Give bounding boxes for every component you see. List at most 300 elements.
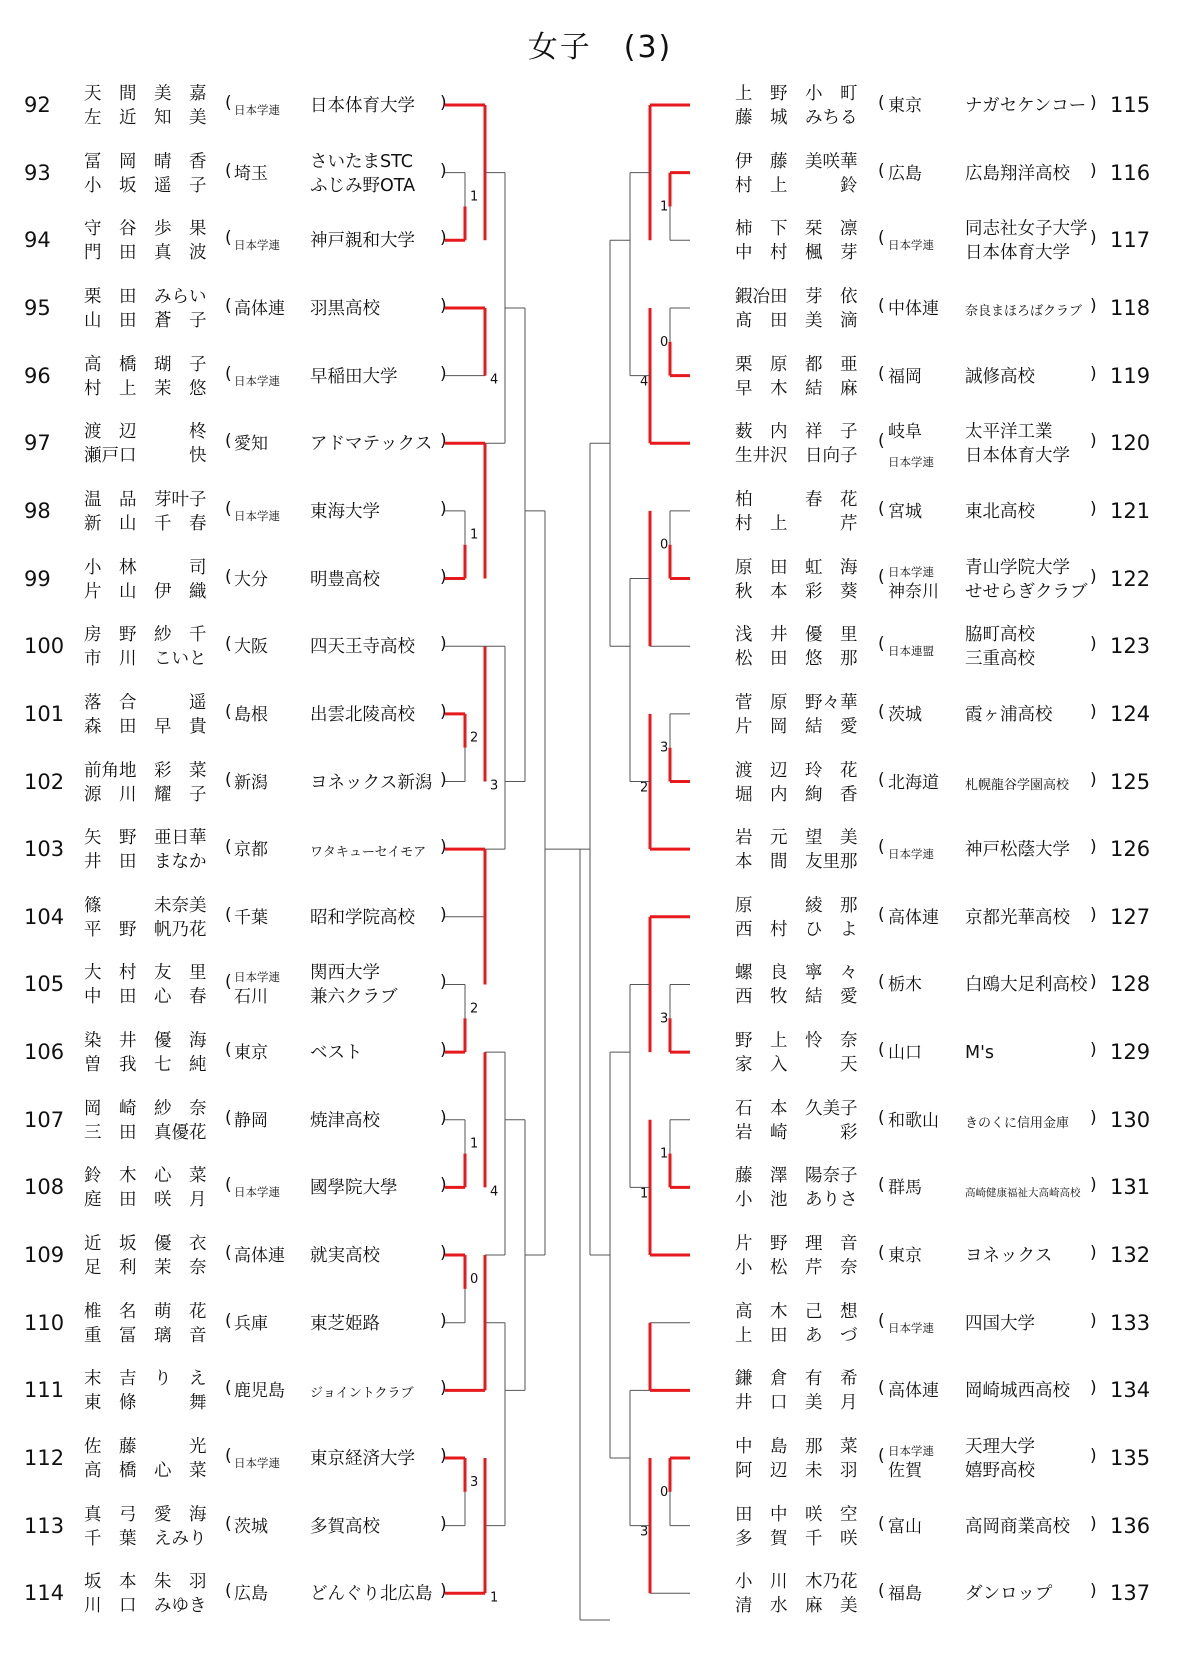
player-name: 浅 井 優 里 [735,625,858,646]
club-name: 太平洋工業 [965,422,1053,443]
paren-open: ( [878,1513,885,1534]
match-score: 1 [660,199,669,215]
player-name: 大 村 友 里 [84,963,207,984]
affiliation: 広島 [234,1584,268,1605]
entry-number: 126 [1110,837,1151,862]
club-name: ダンロップ [965,1584,1053,1605]
match-score: 0 [660,537,669,553]
paren-open: ( [225,972,232,993]
player-name: 上 野 小 町 [735,84,858,104]
player-name: 松 田 悠 那 [735,649,858,670]
player-name: 片 岡 結 愛 [735,716,858,737]
club-name: ふじみ野OTA [310,175,416,196]
player-name: 田 中 咲 空 [735,1504,858,1525]
entry-number: 118 [1110,295,1151,320]
player-name: 近 坂 優 衣 [84,1234,207,1255]
player-name: 左 近 知 美 [84,108,207,128]
affiliation: 宮城 [888,501,922,522]
paren-close: ) [1090,1107,1097,1128]
affiliation: 東京 [888,1246,922,1267]
affiliation: 埼玉 [234,163,268,184]
match-score: 0 [660,334,669,350]
affiliation: 栃木 [888,975,922,996]
player-name: 高 木 己 想 [735,1301,858,1322]
paren-open: ( [225,93,232,113]
entry-number: 112 [24,1446,65,1470]
match-score: 4 [490,1184,499,1200]
player-name: 山 田 蒼 子 [84,310,207,331]
entry-number: 96 [24,363,51,388]
affiliation: 山口 [888,1043,922,1064]
affiliation: 茨城 [234,1516,268,1537]
player-name: 岩 崎 彩 [735,1122,858,1143]
paren-open: ( [878,93,885,113]
entry-number: 105 [24,972,65,997]
affiliation: 岐阜 [888,422,922,443]
affiliation: 日本学連 [234,970,280,985]
player-name: 小 林 司 [84,557,207,578]
player-name: 坂 本 朱 羽 [84,1572,207,1593]
paren-open: ( [225,363,232,384]
paren-open: ( [225,701,232,722]
match-score: 1 [470,189,479,205]
paren-open: ( [878,972,885,993]
match-score: 3 [660,740,669,756]
paren-close: ) [440,1446,447,1466]
player-name: 柿 下 栞 凛 [735,219,858,240]
club-name: 兼六クラブ [310,987,398,1008]
club-name: 早稲田大学 [310,366,398,387]
club-name: 多賀高校 [310,1516,380,1537]
entry-number: 102 [24,769,65,794]
entry-number: 106 [24,1040,65,1065]
club-name: 白鴎大足利高校 [965,975,1088,996]
affiliation: 高体連 [888,1381,939,1402]
paren-open: ( [225,498,232,519]
entry-number: 98 [24,498,51,523]
entry-number: 136 [1110,1513,1151,1538]
player-name: 三 田 真優花 [84,1122,207,1143]
club-name: 就実高校 [310,1246,380,1267]
club-name: M's [965,1043,995,1064]
affiliation: 兵庫 [234,1313,268,1334]
player-name: 片 野 理 音 [735,1234,858,1255]
player-name: 川 口 みゆき [84,1596,207,1617]
paren-open: ( [225,1378,232,1399]
paren-close: ) [440,498,447,519]
match-score: 0 [470,1271,479,1287]
entry-number: 137 [1110,1581,1151,1606]
player-name: 高 橋 瑚 子 [84,354,207,375]
club-name: 同志社女子大学 [965,219,1088,240]
club-name: 昭和学院高校 [310,907,415,928]
paren-close: ) [440,837,447,858]
paren-close: ) [440,1378,447,1399]
paren-close: ) [440,1513,447,1534]
paren-open: ( [878,566,885,587]
player-name: 市 川 こいと [84,649,207,670]
player-name: 秋 本 彩 葵 [735,581,858,602]
club-name: ヨネックス新潟 [310,772,433,793]
paren-close: ) [1090,1378,1097,1399]
player-name: 椎 名 萌 花 [84,1301,207,1322]
paren-close: ) [1090,701,1097,722]
club-name: 四天王寺高校 [310,637,415,658]
entry-number: 92 [24,93,51,117]
club-name: 誠修高校 [965,366,1035,387]
player-name: 柏 春 花 [735,489,858,510]
paren-open: ( [878,1446,885,1466]
paren-close: ) [1090,431,1097,452]
player-name: 藤 城 みちる [735,108,858,128]
player-name: 栗 原 都 亜 [735,354,858,375]
player-name: 守 谷 歩 果 [84,219,207,240]
player-name: 平 野 帆乃花 [84,919,207,940]
paren-close: ) [440,701,447,722]
match-score: 1 [470,1136,479,1152]
entry-number: 132 [1110,1243,1151,1268]
club-name: きのくに信用金庫 [965,1115,1070,1131]
paren-open: ( [225,1513,232,1534]
paren-open: ( [878,701,885,722]
affiliation: 茨城 [888,704,922,725]
match-score: 4 [490,372,499,388]
paren-close: ) [440,363,447,384]
paren-close: ) [1090,160,1097,181]
player-name: 螺 良 寧 々 [735,963,858,984]
club-name: 岡崎城西高校 [965,1381,1070,1402]
affiliation: 日本連盟 [888,644,934,659]
club-name: 日本体育大学 [310,96,415,116]
entry-number: 127 [1110,904,1151,929]
club-name: 京都光華高校 [965,907,1070,928]
affiliation: 日本学連 [234,1185,280,1200]
entry-number: 108 [24,1175,65,1200]
entry-number: 115 [1110,93,1151,117]
club-name: 神戸松蔭大学 [965,840,1070,861]
player-name: 本 間 友里那 [735,852,858,873]
paren-open: ( [225,837,232,858]
affiliation: 大分 [234,569,268,590]
entry-number: 101 [24,701,65,726]
player-name: 清 水 麻 美 [735,1596,858,1617]
player-name: 鍜冶田 芽 依 [735,286,858,307]
match-score: 2 [470,730,479,746]
entry-number: 95 [24,295,51,320]
player-name: 重 冨 璃 音 [84,1325,207,1346]
player-name: 早 木 結 麻 [735,378,858,399]
paren-close: ) [1090,1310,1097,1331]
player-name: 曽 我 七 純 [84,1055,207,1076]
player-name: 小 坂 遥 子 [84,175,207,196]
paren-close: ) [1090,498,1097,519]
player-name: 庭 田 咲 月 [84,1190,207,1211]
paren-close: ) [440,972,447,993]
club-name: 東海大学 [310,501,380,522]
paren-close: ) [440,160,447,181]
entry-number: 116 [1110,160,1151,185]
entry-number: 109 [24,1243,65,1268]
player-name: 家 入 天 [735,1055,858,1076]
player-name: 伊 藤 美咲華 [735,151,858,172]
paren-open: ( [878,228,885,249]
entry-number: 100 [24,634,65,659]
match-score: 1 [660,1146,669,1162]
match-score: 2 [640,780,649,796]
player-name: 中 村 楓 芽 [735,243,858,264]
affiliation: 日本学連 [234,238,280,253]
club-name: 明豊高校 [310,569,380,590]
affiliation: 佐賀 [888,1461,922,1481]
paren-close: ) [1090,363,1097,384]
paren-open: ( [225,295,232,316]
paren-open: ( [878,837,885,858]
paren-close: ) [440,1310,447,1331]
player-name: 小 川 木乃花 [735,1572,858,1593]
player-name: 鈴 木 心 菜 [84,1166,207,1187]
paren-close: ) [440,769,447,790]
affiliation: 日本学連 [234,373,280,388]
player-name: 渡 辺 玲 花 [735,760,858,781]
affiliation: 日本学連 [888,564,934,579]
entry-number: 94 [24,228,51,253]
affiliation: 島根 [234,704,268,725]
affiliation: 石川 [234,987,268,1008]
affiliation: 神奈川 [888,581,939,602]
affiliation: 福島 [888,1584,922,1605]
paren-close: ) [1090,1446,1097,1466]
player-name: 鎌 倉 有 希 [735,1369,858,1390]
player-name: 前角地 彩 菜 [84,760,207,781]
player-name: 村 上 茉 悠 [84,378,207,399]
affiliation: 千葉 [234,907,268,928]
paren-open: ( [878,634,885,655]
paren-open: ( [225,1581,232,1602]
club-name: 札幌龍谷学園高校 [965,777,1070,793]
club-name: 出雲北陵高校 [310,704,415,725]
entry-number: 99 [24,566,51,591]
affiliation: 和歌山 [888,1110,939,1131]
match-score: 2 [470,1001,479,1017]
affiliation: 鹿児島 [234,1381,285,1402]
club-name: せせらぎクラブ [965,581,1088,602]
affiliation: 東京 [888,96,922,116]
player-name: 西 牧 結 愛 [735,987,858,1008]
paren-close: ) [440,431,447,452]
paren-close: ) [1090,837,1097,858]
match-score: 1 [490,1590,499,1606]
affiliation: 東京 [234,1043,268,1064]
paren-open: ( [225,1107,232,1128]
paren-open: ( [878,498,885,519]
player-name: 野 上 怜 奈 [735,1031,858,1052]
player-name: 篠 未奈美 [84,895,207,916]
player-name: 小 松 芹 奈 [735,1258,858,1279]
match-score: 3 [470,1474,479,1490]
club-name: 奈良まほろばクラブ [965,303,1083,319]
paren-close: ) [440,634,447,655]
entry-number: 125 [1110,769,1151,794]
club-name: 脇町高校 [965,625,1035,646]
affiliation: 日本学連 [888,455,934,470]
club-name: 日本体育大学 [965,446,1070,467]
player-name: 岡 崎 紗 奈 [84,1098,207,1119]
club-name: ジョイントクラブ [310,1386,414,1402]
entry-number: 131 [1110,1175,1151,1200]
club-name: 東北高校 [965,501,1035,522]
affiliation: 高体連 [234,1246,285,1267]
paren-open: ( [225,1243,232,1264]
player-name: 薮 内 祥 子 [735,422,858,443]
player-name: 小 池 ありさ [735,1190,858,1211]
player-name: 佐 藤 光 [84,1437,207,1457]
match-score: 3 [490,778,499,794]
entry-number: 130 [1110,1107,1151,1132]
club-name: 高岡商業高校 [965,1516,1070,1537]
player-name: 岩 元 望 美 [735,828,858,849]
player-name: 中 田 心 春 [84,987,207,1008]
entry-number: 129 [1110,1040,1151,1065]
club-name: 國學院大學 [310,1178,398,1199]
player-name: 菅 原 野々華 [735,692,858,713]
affiliation: 新潟 [234,772,268,793]
player-name: 温 品 芽叶子 [84,489,207,510]
club-name: ワタキューセイモア [310,845,427,861]
match-score: 1 [640,1186,649,1202]
club-name: 東芝姫路 [310,1313,380,1334]
affiliation: 日本学連 [888,238,934,253]
entry-number: 117 [1110,228,1151,253]
club-name: 焼津高校 [310,1110,380,1131]
affiliation: 静岡 [234,1110,268,1131]
club-name: 関西大学 [310,963,380,984]
player-name: 多 賀 千 咲 [735,1528,858,1549]
club-name: 青山学院大学 [965,557,1070,578]
paren-close: ) [440,1175,447,1196]
match-score: 3 [640,1524,649,1540]
club-name: 東京経済大学 [310,1449,415,1469]
player-name: 森 田 早 貴 [84,716,207,737]
match-score: 0 [660,1484,669,1500]
paren-open: ( [225,566,232,587]
player-name: 渡 辺 柊 [84,422,207,443]
player-name: 村 上 鈴 [735,175,858,196]
paren-close: ) [440,1581,447,1602]
paren-open: ( [225,228,232,249]
paren-open: ( [878,1581,885,1602]
affiliation: 広島 [888,163,922,184]
entry-number: 133 [1110,1310,1151,1335]
match-score: 3 [660,1011,669,1027]
player-name: 高 橋 心 菜 [84,1461,207,1481]
affiliation: 群馬 [888,1178,922,1199]
entry-number: 104 [24,904,65,929]
affiliation: 福岡 [888,366,922,387]
match-score: 1 [470,527,479,543]
affiliation: 中体連 [888,298,939,319]
player-name: 原 綾 那 [735,895,858,916]
club-name: ヨネックス [965,1246,1053,1267]
player-name: 中 島 那 菜 [735,1437,858,1457]
player-name: 房 野 紗 千 [84,625,207,646]
affiliation: 日本学連 [888,1320,934,1335]
paren-close: ) [1090,769,1097,790]
player-name: 源 川 耀 子 [84,784,207,805]
paren-open: ( [225,431,232,452]
player-name: 瀬戸口 快 [84,446,207,467]
affiliation: 日本学連 [234,103,280,117]
club-name: ナガセケンコー [965,96,1087,116]
player-name: 天 間 美 嘉 [84,84,207,104]
player-name: 藤 澤 陽奈子 [735,1166,858,1187]
affiliation: 日本学連 [234,508,280,523]
page-title: 女子 (3) [527,30,673,65]
paren-open: ( [225,904,232,925]
paren-open: ( [878,1243,885,1264]
affiliation: 高体連 [888,907,939,928]
club-name: 霞ヶ浦高校 [965,704,1053,725]
affiliation: 富山 [888,1516,922,1537]
club-name: 広島翔洋高校 [965,163,1070,184]
paren-close: ) [440,1040,447,1061]
affiliation: 北海道 [888,772,939,793]
paren-close: ) [440,904,447,925]
club-name: 羽黒高校 [310,298,380,319]
paren-open: ( [225,769,232,790]
paren-open: ( [225,1175,232,1196]
entry-number: 114 [24,1581,65,1606]
player-name: 末 吉 り え [84,1369,207,1390]
entry-number: 120 [1110,431,1151,456]
club-name: 三重高校 [965,649,1035,670]
club-name: アドマテックス [310,434,433,455]
paren-close: ) [1090,1513,1097,1534]
affiliation: 大阪 [234,637,268,658]
entry-number: 110 [24,1310,65,1335]
entry-number: 123 [1110,634,1151,659]
entry-number: 124 [1110,701,1151,726]
entry-number: 128 [1110,972,1151,997]
paren-open: ( [878,363,885,384]
affiliation: 日本学連 [234,1456,280,1470]
entry-number: 93 [24,160,51,185]
paren-close: ) [1090,1040,1097,1061]
player-name: 堀 内 絢 香 [735,784,858,805]
paren-close: ) [1090,904,1097,925]
player-name: 村 上 芹 [735,513,858,534]
paren-close: ) [440,93,447,113]
entry-number: 135 [1110,1446,1151,1470]
player-name: 矢 野 亜日華 [84,828,207,849]
entry-number: 103 [24,837,65,862]
player-name: 千 葉 えみり [84,1528,207,1549]
player-name: 足 利 茉 奈 [84,1258,207,1279]
entry-number: 122 [1110,566,1151,591]
paren-open: ( [225,1040,232,1061]
club-name: 四国大学 [965,1313,1035,1334]
player-name: 原 田 虹 海 [735,557,858,578]
club-name: 神戸親和大学 [310,231,415,252]
paren-open: ( [225,1310,232,1331]
paren-open: ( [878,1040,885,1061]
club-name: ベスト [310,1043,363,1064]
player-name: 井 口 美 月 [735,1393,858,1414]
affiliation: 日本学連 [888,1444,934,1458]
club-name: 高崎健康福祉大高崎高校 [965,1187,1081,1200]
entry-number: 111 [24,1378,65,1403]
player-name: 新 山 千 春 [84,513,207,534]
affiliation: 京都 [234,840,268,861]
